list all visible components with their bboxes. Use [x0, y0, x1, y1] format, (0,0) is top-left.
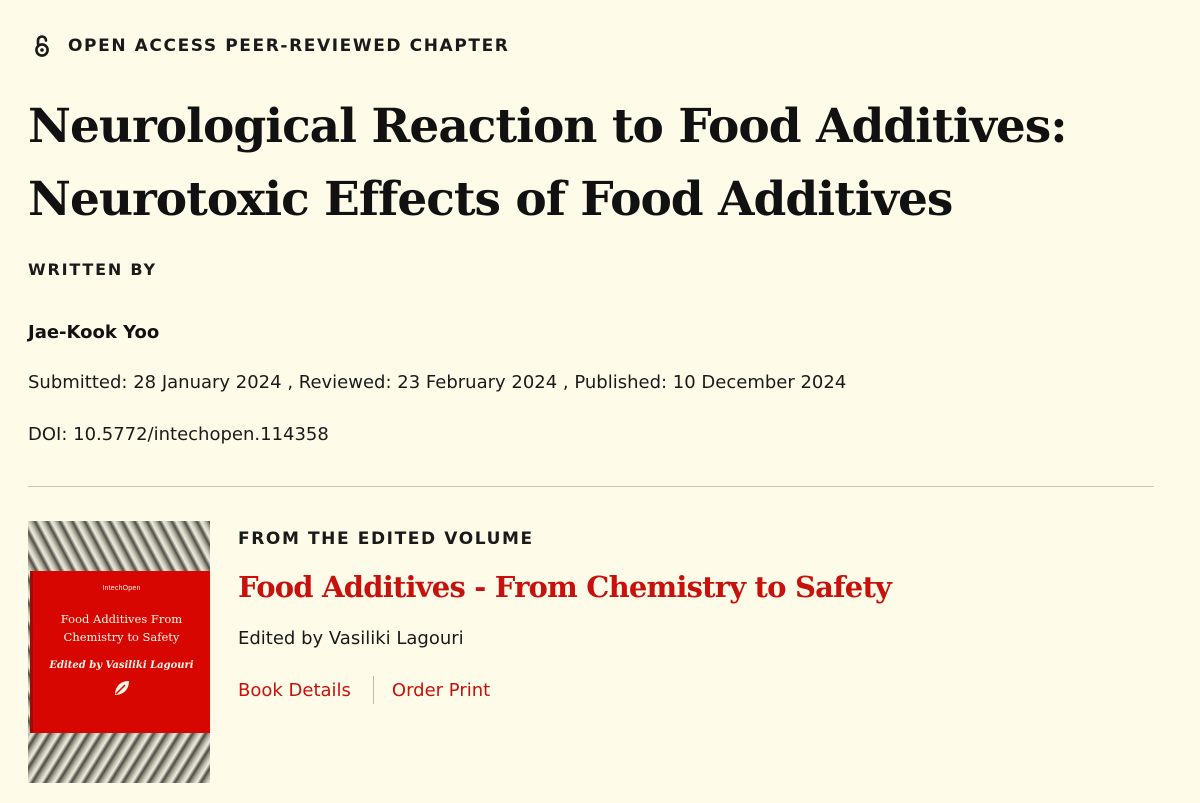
link-separator — [373, 676, 374, 704]
book-title-link[interactable]: Food Additives - From Chemistry to Safety — [238, 570, 892, 604]
open-access-lock-icon — [28, 32, 56, 60]
doi: DOI: 10.5772/intechopen.114358 — [28, 424, 329, 445]
section-divider — [28, 486, 1154, 487]
open-access-badge — [28, 32, 509, 60]
author-name[interactable]: Jae-Kook Yoo — [28, 322, 160, 343]
cover-title: Food Additives From Chemistry to Safety — [60, 612, 183, 644]
book-editor: Edited by Vasiliki Lagouri — [238, 628, 464, 649]
from-volume-label: FROM THE EDITED VOLUME — [238, 529, 534, 549]
open-access-label: OPEN ACCESS PEER-REVIEWED CHAPTER — [68, 36, 510, 56]
cover-editor: Edited by Vasiliki Lagouri — [49, 660, 194, 671]
publication-dates: Submitted: 28 January 2024 , Reviewed: 23 February 2024 , Published: 10 December 2024 — [28, 372, 847, 393]
intechopen-leaf-logo-icon — [111, 677, 133, 699]
book-links — [238, 676, 490, 704]
cover-publisher: IntechOpen — [102, 585, 141, 592]
order-print-link[interactable]: Order Print — [391, 679, 491, 701]
chapter-title: Neurological Reaction to Food Additives: Neurotoxic Effects of Food Additives — [28, 99, 1067, 227]
cover-bottom-pattern — [28, 733, 210, 783]
written-by-label: WRITTEN BY — [28, 260, 157, 279]
book-cover[interactable] — [28, 521, 210, 783]
book-details-link[interactable]: Book Details — [238, 679, 351, 701]
cover-red-panel — [33, 571, 210, 733]
